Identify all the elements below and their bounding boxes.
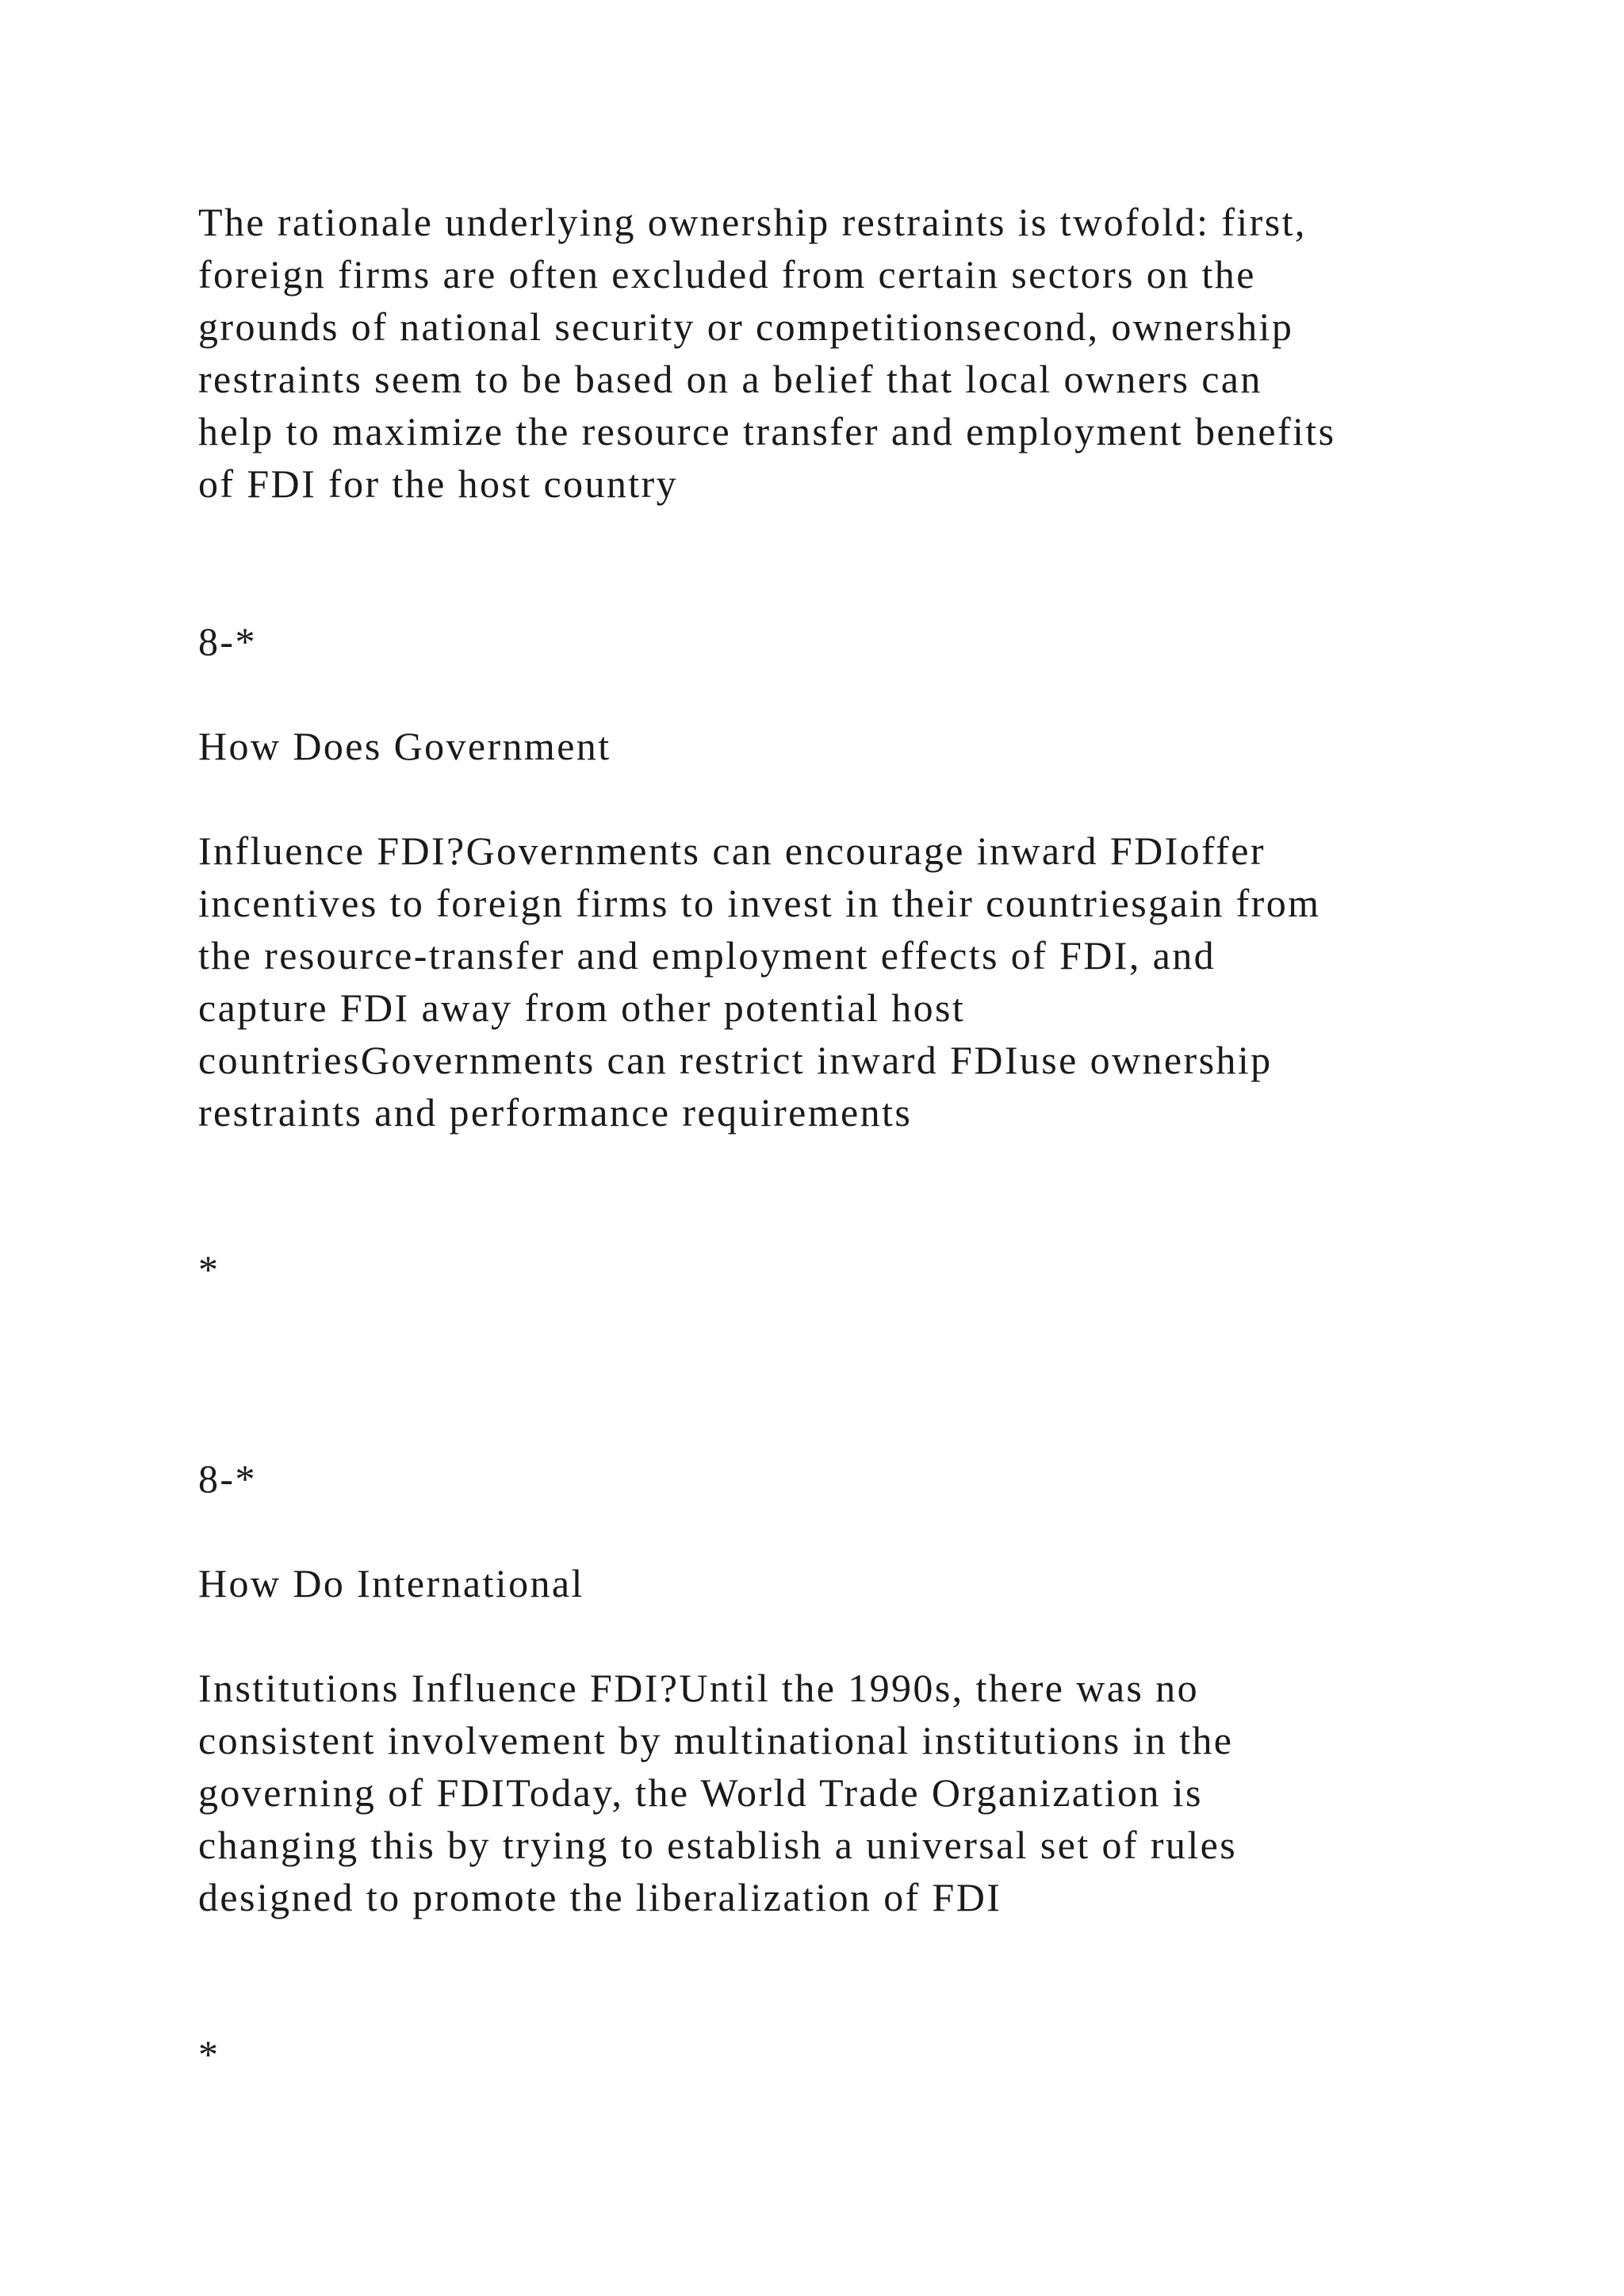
section-heading: How Does Government [198,724,611,768]
slide-number: 8-* [198,619,257,664]
paragraph-line: consistent involvement by multinational institutions in the [198,1718,1234,1762]
paragraph-line: the resource-transfer and employment effects of FDI, and [198,933,1216,978]
paragraph-line: of FDI for the host country [198,461,678,506]
separator-asterisk: * [198,2032,220,2076]
slide-number: 8-* [198,1456,257,1501]
paragraph-line: grounds of national security or competitionsecond, ownership [198,304,1294,349]
paragraph-line: governing of FDIToday, the World Trade Organization is [198,1770,1203,1815]
paragraph-line: designed to promote the liberalization of FDI [198,1875,1002,1919]
section-heading: How Do International [198,1561,584,1605]
paragraph-line: help to maximize the resource transfer and employment benefits [198,409,1336,453]
paragraph-line: restraints and performance requirements [198,1090,913,1135]
paragraph-line: countriesGovernments can restrict inward FDIuse ownership [198,1038,1273,1082]
paragraph-line: foreign firms are often excluded from certain sectors on the [198,252,1256,297]
paragraph-line: restraints seem to be based on a belief that local owners can [198,357,1262,401]
paragraph-line: changing this by trying to establish a universal set of rules [198,1823,1238,1867]
separator-asterisk: * [198,1247,220,1292]
paragraph-line: capture FDI away from other potential host [198,985,966,1030]
paragraph-line: incentives to foreign firms to invest in their countriesgain from [198,881,1321,925]
paragraph-line: The rationale underlying ownership restraints is twofold: first, [198,200,1307,244]
paragraph-line: Influence FDI?Governments can encourage inward FDIoffer [198,828,1266,873]
paragraph-line: Institutions Influence FDI?Until the 1990s, there was no [198,1666,1199,1710]
